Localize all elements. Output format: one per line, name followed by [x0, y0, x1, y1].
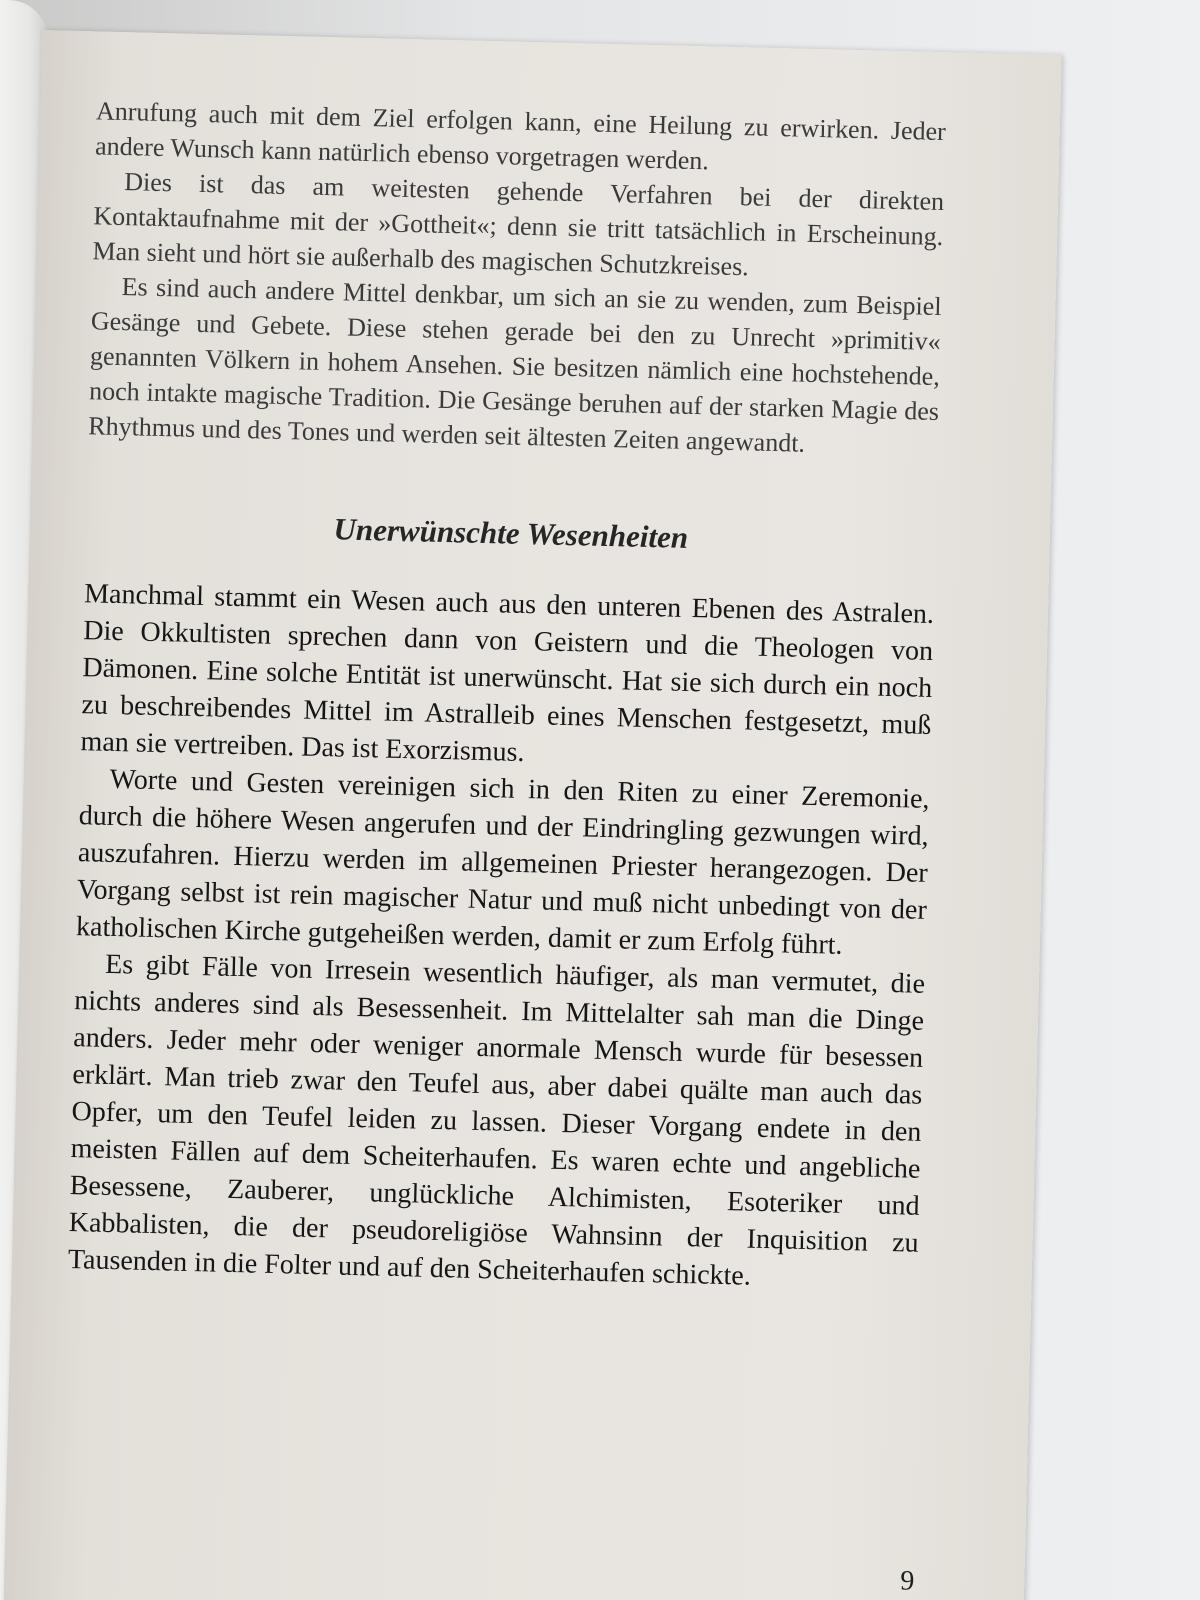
page-number: 9: [899, 1565, 915, 1597]
page-text: [68, 93, 947, 1298]
paragraph-riten: Worte und Gesten vereinigen sich in den Riten zu einer Zeremonie, durch die höhere Wesen angerufen und der Eindringling gezwungen wird, auszufahren. Hierzu werden im allgemeinen Priester herangezogen. Der Vorgang selbst ist rein magischer Natur und muß nicht unbedingt von der katholischen Kirche gutgeheißen werden, damit er zum Erfolg führt.: [75, 763, 930, 961]
paragraph-continuation: Anrufung auch mit dem Ziel erfolgen kann, eine Heilung zu erwirken. Jeder andere Wunsch kann natürlich ebenso vorgetragen werden.: [94, 96, 947, 176]
section-body: [68, 575, 935, 1299]
section-heading: Unerwünschte Wesenheiten: [333, 511, 689, 555]
book-page: [2, 30, 1062, 1600]
paragraph-gottheit: Dies ist das am weitesten gehende Verfahren bei der direkten Kontaktaufnahme mit der »Gottheit«; denn sie tritt tatsächlich in Erscheinung. Man sieht und hört sie außerhalb des magischen Schutzkreises.: [92, 167, 945, 282]
paragraph-gesaenge: Es sind auch andere Mittel denkbar, um sich an sie zu wenden, zum Beispiel Gesänge und Gebete. Diese stehen gerade bei den zu Unrecht »primitiv« genannten Völkern in hohem Ansehen. Sie besitzen nämlich eine hochstehende, noch intakte magische Tradition. Die Gesänge beruhen auf der starken Magie des Rhythmus und des Tones und werden seit ältesten Zeiten angewandt.: [87, 272, 942, 458]
paragraph-astralen: Manchmal stammt ein Wesen auch aus den unteren Ebenen des Astralen. Die Okkultisten sprechen dann von Geistern und die Theologen von Dämonen. Eine solche Entität ist unerwünscht. Hat sie sich durch ein noch zu beschreibendes Mittel im Astralleib eines Menschen festgesetzt, muß man sie vertreiben. Das ist Exorzismus.: [80, 578, 935, 768]
paragraph-irresein: Es gibt Fälle von Irresein wesentlich häufiger, als man vermutet, die nichts anderes sind als Besessenheit. Im Mittelalter sah man die Dinge anders. Jeder mehr oder weniger anormale Mensch wurde für besessen erklärt. Man trieb zwar den Teufel aus, aber dabei quälte man auch das Opfer, um den Teufel leiden zu lassen. Dieser Vorgang endete in den meisten Fällen auf dem Scheiterhaufen. Es waren echte und angebliche Besessene, Zauberer, unglückliche Alchimisten, Esoteriker und Kabbalisten, die der pseudoreligiöse Wahnsinn der Inquisition zu Tausenden in die Folter und auf den Scheiterhaufen schickte.: [67, 948, 926, 1292]
intro-section: [88, 93, 946, 464]
